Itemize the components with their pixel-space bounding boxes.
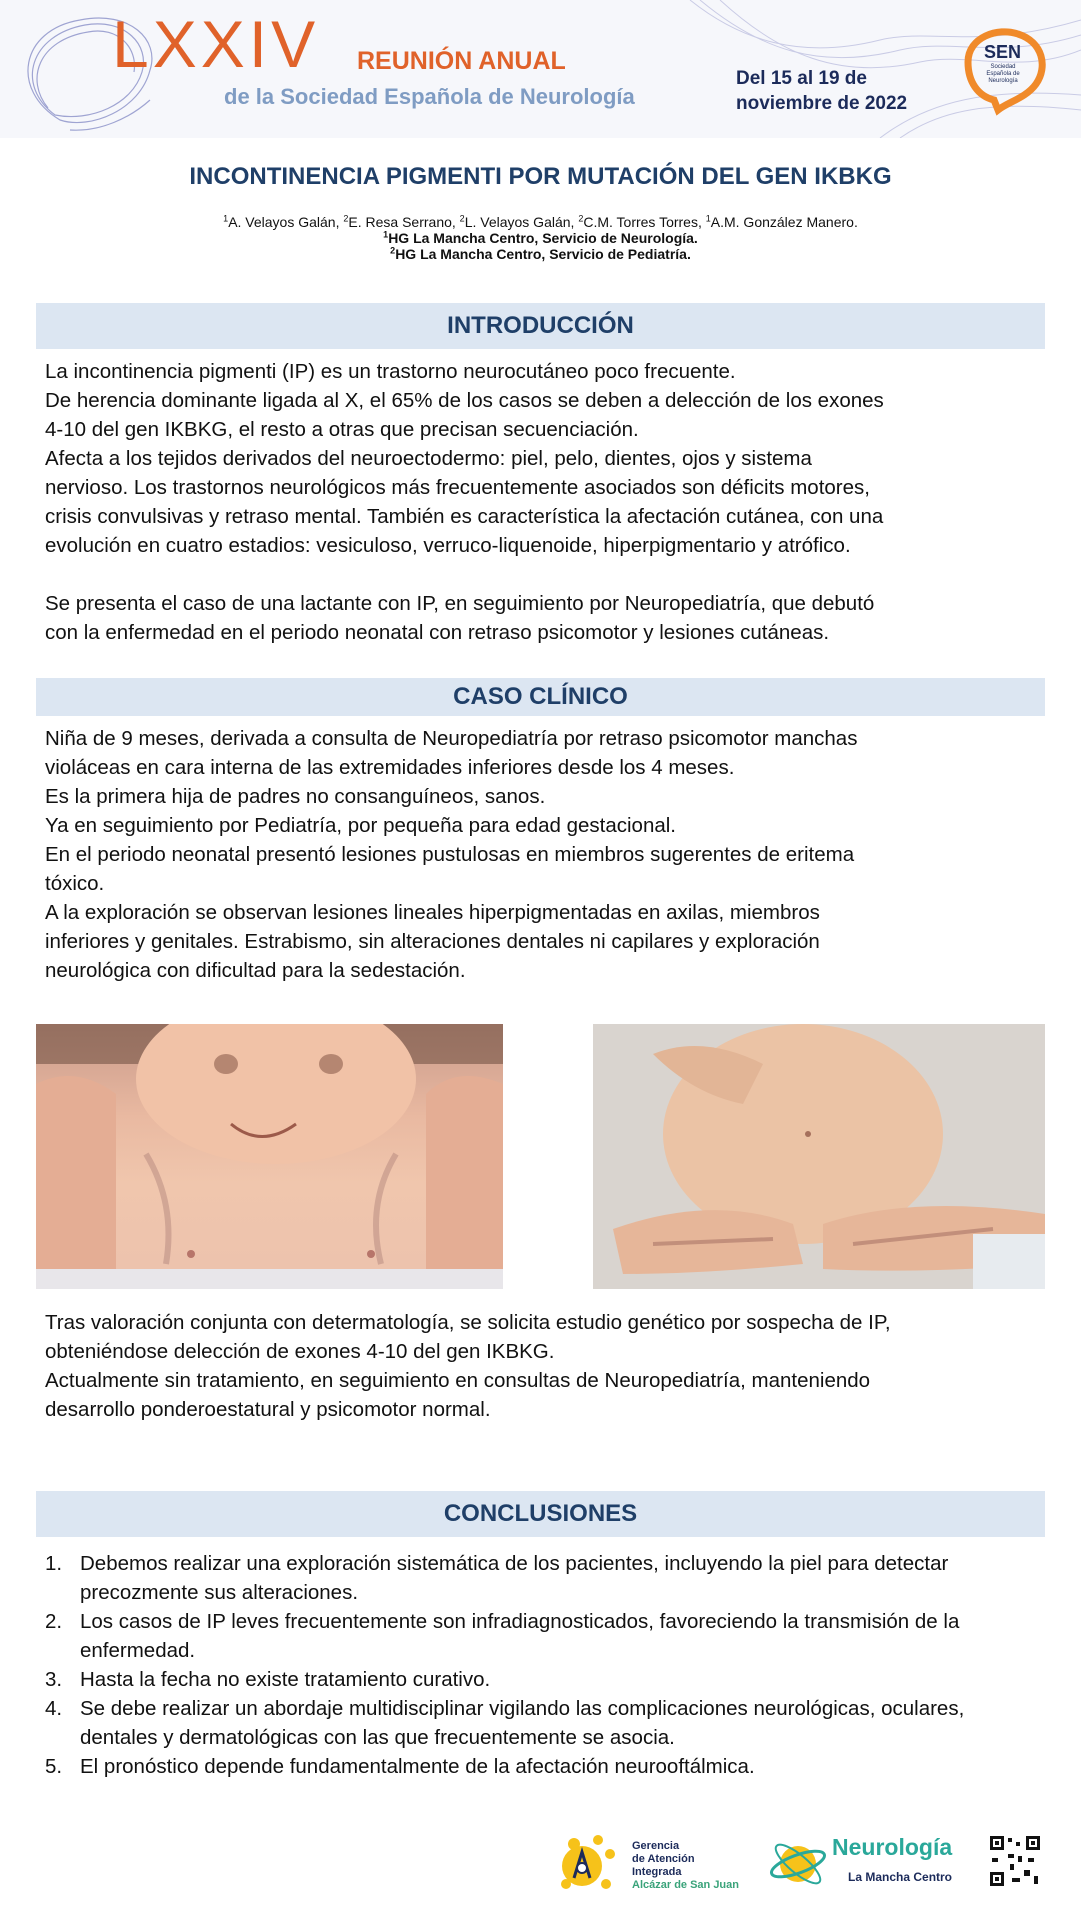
list-item-text: Los casos de IP leves frecuentemente son infradiagnosticados, favoreciendo la transmisión de la enfermedad.: [80, 1610, 960, 1662]
caso-clinico-text: [45, 724, 1045, 985]
list-item-number: 2.: [45, 1610, 63, 1633]
affiliation-text: HG La Mancha Centro, Servicio de Pediatría.: [395, 246, 691, 262]
list-item: [45, 1607, 1045, 1665]
text-line: Niña de 9 meses, derivada a consulta de Neuropediatría por retraso psicomotor manchas: [45, 727, 858, 750]
author-sup: 2: [459, 213, 465, 224]
author-sup: 2: [343, 213, 349, 224]
photo-legs-illustration: [593, 1024, 1045, 1289]
sen-logo-text: SEN: [984, 42, 1022, 62]
event-name: REUNIÓN ANUAL: [357, 47, 566, 75]
gai-logo-text: [632, 1840, 739, 1892]
text-line: Se presenta el caso de una lactante con IP, en seguimiento por Neuropediatría, que debutó: [45, 592, 875, 615]
list-item: [45, 1549, 1045, 1607]
header-banner: [0, 0, 1081, 138]
text-line: neurológica con dificultad para la sedestación.: [45, 959, 466, 982]
author-name: A. Velayos Galán,: [228, 214, 344, 230]
qr-code-icon[interactable]: [988, 1834, 1042, 1888]
text-line: desarrollo ponderoestatural y psicomotor normal.: [45, 1398, 491, 1421]
text-line: De herencia dominante ligada al X, el 65% de los casos se deben a delección de los exones: [45, 389, 884, 412]
conclusions-list: [45, 1549, 1045, 1781]
text-line: Actualmente sin tratamiento, en seguimiento en consultas de Neuropediatría, manteniendo: [45, 1369, 871, 1392]
society-name: de la Sociedad Española de Neurología: [224, 84, 635, 109]
event-dates: [736, 66, 907, 116]
affiliation-text: HG La Mancha Centro, Servicio de Neurología.: [388, 230, 698, 246]
text-line: Es la primera hija de padres no consanguíneos, sanos.: [45, 785, 546, 808]
authors-block: [0, 214, 1081, 262]
list-item: [45, 1752, 1045, 1781]
section-heading-caso-clinico: CASO CLÍNICO: [36, 678, 1045, 716]
list-item: [45, 1665, 1045, 1694]
author-name: L. Velayos Galán,: [464, 214, 579, 230]
text-line: Afecta a los tejidos derivados del neuroectodermo: piel, pelo, dientes, ojos y sistema: [45, 447, 812, 470]
list-item-text: Debemos realizar una exploración sistemática de los pacientes, incluyendo la piel para detectar precozmente sus alteraciones.: [80, 1552, 949, 1604]
affiliation-sup: 2: [390, 245, 396, 256]
list-item-text: Se debe realizar un abordaje multidisciplinar vigilando las complicaciones neurológicas, oculares, dentales y dermatológicas con las que frecuentemente se asocia.: [80, 1697, 965, 1749]
author-name: A.M. González Manero.: [710, 214, 858, 230]
introduccion-text: [45, 357, 1045, 647]
event-dates-line1: Del 15 al 19 de: [736, 68, 867, 89]
text-line: En el periodo neonatal presentó lesiones pustulosas en miembros sugerentes de eritema: [45, 843, 855, 866]
affiliation-2: [0, 246, 1081, 262]
clinical-photo-axillae: [36, 1024, 503, 1289]
clinical-photo-legs: [593, 1024, 1045, 1289]
gai-line: Gerencia: [632, 1840, 680, 1852]
author-name: E. Resa Serrano,: [348, 214, 460, 230]
author-name: C.M. Torres Torres,: [583, 214, 706, 230]
list-item-number: 5.: [45, 1755, 63, 1778]
text-line: crisis convulsivas y retraso mental. También es característica la afectación cutánea, con una: [45, 505, 884, 528]
author-list: [0, 214, 1081, 230]
text-line: Tras valoración conjunta con determatología, se solicita estudio genético por sospecha de IP,: [45, 1311, 891, 1334]
text-line: evolución en cuatro estadios: vesiculoso, verruco-liquenoide, hiperpigmentario y atrófico.: [45, 534, 851, 557]
list-item-number: 3.: [45, 1668, 63, 1691]
affiliation-sup: 1: [383, 229, 389, 240]
list-item-text: El pronóstico depende fundamentalmente de la afectación neurooftálmica.: [80, 1755, 755, 1778]
list-item-text: Hasta la fecha no existe tratamiento curativo.: [80, 1668, 491, 1691]
edition-number: LXXIV: [112, 7, 320, 81]
caso-clinico-followup-text: [45, 1308, 1045, 1424]
text-line: nervioso. Los trastornos neurológicos más frecuentemente asociados son déficits motores,: [45, 476, 870, 499]
author-sup: 2: [578, 213, 584, 224]
affiliation-1: [0, 230, 1081, 246]
event-dates-line2: noviembre de 2022: [736, 93, 908, 114]
text-line: violáceas en cara interna de las extremidades inferiores desde los 4 meses.: [45, 756, 735, 779]
list-item-number: 4.: [45, 1697, 63, 1720]
gai-line: Integrada: [632, 1866, 682, 1878]
section-heading-introduccion: INTRODUCCIÓN: [36, 303, 1045, 349]
gai-line: de Atención: [632, 1853, 695, 1865]
text-line: A la exploración se observan lesiones lineales hiperpigmentadas en axilas, miembros: [45, 901, 820, 924]
author-sup: 1: [705, 213, 711, 224]
sen-logo-subtext: Sociedad Española de Neurología: [986, 64, 1020, 84]
poster-title: INCONTINENCIA PIGMENTI POR MUTACIÓN DEL GEN IKBKG: [189, 163, 892, 190]
text-line: obteniéndose delección de exones 4-10 del gen IKBKG.: [45, 1340, 555, 1363]
list-item: [45, 1694, 1045, 1752]
text-line: Ya en seguimiento por Pediatría, por pequeña para edad gestacional.: [45, 814, 677, 837]
gai-line: Alcázar de San Juan: [632, 1879, 739, 1891]
author-sup: 1: [223, 213, 229, 224]
neurologia-logo-subtitle: La Mancha Centro: [848, 1870, 953, 1884]
list-item-number: 1.: [45, 1552, 63, 1575]
text-line: inferiores y genitales. Estrabismo, sin alteraciones dentales ni capilares y exploración: [45, 930, 820, 953]
text-line: 4-10 del gen IKBKG, el resto a otras que precisan secuenciación.: [45, 418, 639, 441]
section-heading-conclusiones: CONCLUSIONES: [36, 1491, 1045, 1537]
text-line: con la enfermedad en el periodo neonatal con retraso psicomotor y lesiones cutáneas.: [45, 621, 830, 644]
neurologia-logo-title: Neurología: [832, 1834, 953, 1860]
text-line: La incontinencia pigmenti (IP) es un trastorno neurocutáneo poco frecuente.: [45, 360, 736, 383]
text-line: tóxico.: [45, 872, 105, 895]
photo-axillae-illustration: [36, 1024, 503, 1289]
